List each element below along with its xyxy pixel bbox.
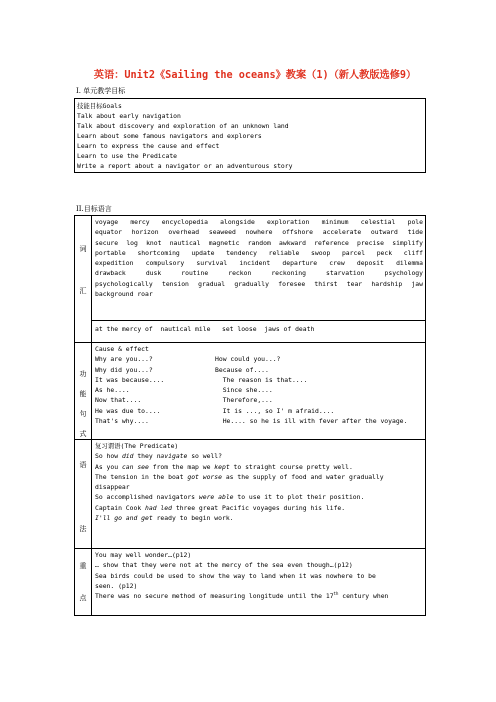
- grammar-example: [95, 472, 423, 482]
- key-point: seen. (p12): [95, 581, 138, 590]
- vocab-line: expedition compulsory survival incident departure crew deposit dilemma: [95, 259, 423, 268]
- vocab-line: equator horizon overhead seaweed nowhere offshore accelerate outward tide: [95, 228, 423, 237]
- grammar-example-cont: disappear: [95, 483, 130, 492]
- key-point: [95, 591, 423, 601]
- vocab-line: voyage mercy encyclopedia alongside exploration minimum celestial pole: [95, 218, 423, 226]
- predicate: I'll go and get: [95, 514, 153, 523]
- function-phrase: Therefore,...: [215, 396, 273, 405]
- key-point: … show that they were not at the mercy of the sea even though…(p12): [95, 561, 353, 570]
- vocab-label-bottom: 汇: [79, 287, 87, 295]
- predicate: had led: [145, 503, 172, 512]
- text: to use it to plot their position.: [233, 493, 365, 502]
- function-phrase: Now that....: [95, 396, 142, 405]
- text: There was no secure method of measuring longitude until the 17: [95, 592, 334, 601]
- function-phrase: Why are you...?: [95, 355, 153, 364]
- grammar-example: [95, 462, 423, 472]
- text: century when: [338, 592, 389, 601]
- function-row: [95, 416, 423, 426]
- text: as the supply of food and water gradually: [221, 472, 384, 481]
- function-phrase: He was due to....: [95, 406, 161, 415]
- goal-item: Write a report about a navigator or an adventurous story: [77, 162, 293, 170]
- text: So how: [95, 452, 122, 461]
- function-phrase: The reason is that....: [215, 375, 308, 384]
- vocab-line: secure log knot nautical magnetic random awkward reference precise simplify: [95, 238, 423, 247]
- function-phrase: As he....: [95, 386, 130, 395]
- text: three great Pacific voyages during his life.: [171, 503, 346, 512]
- section-heading-target-language: II.目标语言: [76, 205, 112, 213]
- functions-label-cell: [75, 343, 92, 440]
- goal-item: Learn to use the Predicate: [77, 152, 178, 160]
- functions-label-char: 句: [79, 410, 87, 418]
- function-phrase: He.... so he is ill with fever after the voyage.: [215, 417, 408, 426]
- grammar-example: [95, 451, 423, 461]
- functions-label-char: 能: [79, 390, 87, 398]
- goal-item: Learn about some famous navigators and explorers: [77, 132, 262, 140]
- page-title: 英语：Unit2《Sailing the oceans》教案（1)（新人教版选修9）: [93, 70, 417, 81]
- key-label-top: 重: [79, 562, 87, 570]
- text: they: [133, 452, 157, 461]
- function-phrase: That's why....: [95, 417, 149, 426]
- superscript: th: [333, 591, 339, 597]
- grammar-example: [95, 513, 423, 523]
- text: so well?: [187, 452, 222, 461]
- goals-cell: [75, 99, 426, 173]
- text: So accomplished navigators: [95, 493, 199, 502]
- function-row: [95, 385, 423, 395]
- predicate: navigate: [156, 452, 188, 461]
- function-row: [95, 375, 423, 385]
- target-language-table: [74, 215, 426, 616]
- function-phrase: Because of....: [215, 365, 269, 374]
- text: As you: [95, 462, 122, 471]
- vocab-line: background roar: [95, 290, 153, 299]
- function-phrase: How could you...?: [215, 355, 281, 364]
- goal-item: Talk about discovery and exploration of an unknown land: [77, 122, 289, 130]
- vocab-line: drawback dusk routine reckon reckoning starvation psychology: [95, 269, 423, 278]
- goal-item: Learn to express the cause and effect: [77, 142, 220, 150]
- predicate: can see: [121, 462, 149, 471]
- vocab-words-cell: [92, 216, 426, 321]
- predicate: got worse: [187, 472, 222, 481]
- vocab-label-top: 词: [79, 245, 87, 253]
- function-phrase: It is ..., so I' m afraid....: [215, 406, 335, 415]
- function-phrase: Since she....: [215, 386, 273, 395]
- grammar-label-cell: [75, 440, 92, 549]
- text: from the map we: [148, 462, 215, 471]
- section-heading-objectives: I. 单元教学目标: [76, 87, 126, 95]
- predicate: were able: [198, 493, 234, 502]
- key-points-cell: [92, 549, 426, 616]
- grammar-label-bottom: 法: [79, 525, 87, 533]
- predicate: did: [121, 452, 134, 461]
- function-phrase: It was because....: [95, 375, 165, 384]
- vocab-line: psychologically tension gradual gradually foresee thirst tear hardship jaw: [95, 279, 423, 288]
- goals-table: [74, 98, 426, 173]
- grammar-label-top: 语: [79, 461, 87, 469]
- function-row: [95, 406, 423, 416]
- grammar-example: [95, 503, 423, 513]
- key-point: Sea birds could be used to show the way to land when it was nowhere to be: [95, 571, 376, 580]
- goals-header: 技能目标Goals: [77, 102, 122, 110]
- function-row: [95, 354, 423, 364]
- functions-header: Cause & effect: [95, 345, 149, 353]
- text: Captain Cook: [95, 503, 146, 512]
- vocab-line: portable shortcoming update tendency reliable swoop parcel peck cliff: [95, 248, 423, 257]
- text: to straight course pretty well.: [229, 462, 353, 471]
- functions-label-char: 式: [79, 430, 87, 438]
- grammar-header: 复习谓语(The Predicate): [95, 442, 179, 450]
- text: ready to begin work.: [152, 514, 234, 523]
- key-point: You may well wonder…(p12): [95, 551, 192, 559]
- functions-cell: [92, 343, 426, 440]
- predicate: kept: [214, 462, 230, 471]
- key-label-cell: [75, 549, 92, 616]
- function-row: [95, 395, 423, 405]
- function-row: [95, 365, 423, 375]
- functions-label-char: 功: [79, 370, 87, 378]
- function-phrase: Why did you...?: [95, 365, 153, 374]
- goal-item: Talk about early navigation: [77, 112, 181, 120]
- grammar-cell: [92, 440, 426, 549]
- key-label-bottom: 点: [79, 594, 87, 602]
- vocab-label-cell: [75, 216, 92, 343]
- text: The tension in the boat: [95, 472, 188, 481]
- vocab-phrases-cell: at the mercy of nautical mile set loose jaws of death: [92, 321, 426, 343]
- grammar-example: [95, 492, 423, 502]
